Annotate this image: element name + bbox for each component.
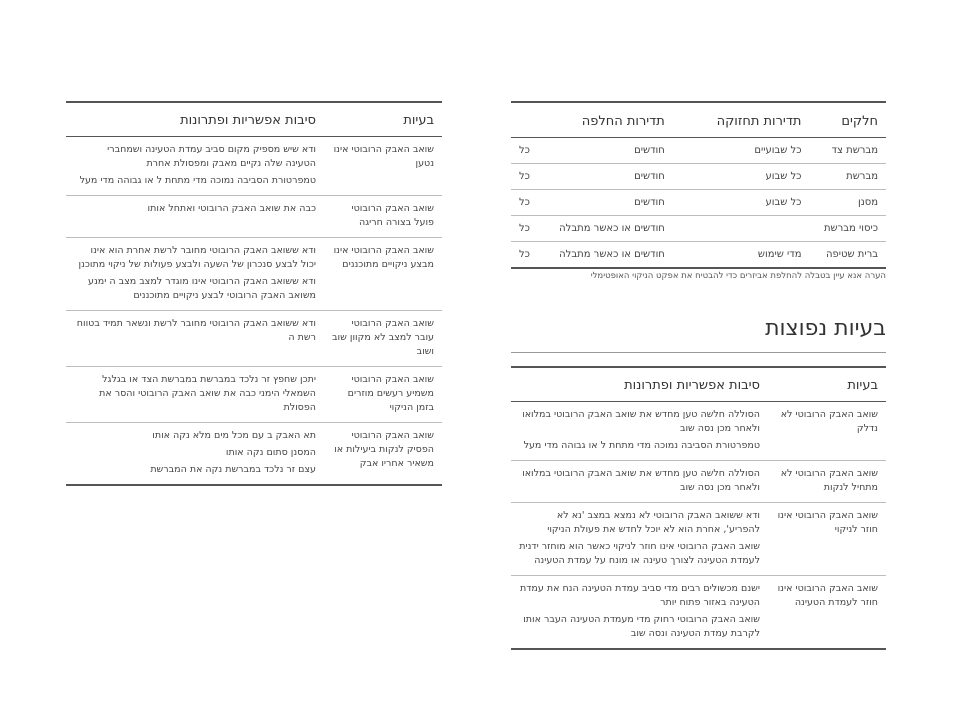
table-header-row — [66, 102, 442, 137]
solutions — [66, 137, 324, 196]
replacement-frequency — [511, 216, 673, 242]
troubleshooting-table-continued — [66, 101, 442, 486]
part-name: מסנן — [809, 190, 886, 216]
solution-text: ודא ששואב האבק הרובוטי מחובר לרשת אחרת הוא אינו יכול לבצע סנכרון של השעה ולבצע פעולות של ניקוי מתוכנן — [78, 245, 316, 270]
solutions — [66, 367, 324, 423]
part-name: מברשת — [809, 164, 886, 190]
replacement-frequency — [511, 190, 673, 216]
replacement-text: חודשים — [634, 197, 665, 208]
header-problems: בעיות — [847, 377, 878, 393]
solution-text: ודא ששואב האבק הרובוטי לא נמצא במצב 'נא לא להפריע', אחרת הוא לא יוכל לחדש את פעולת הניקוי — [547, 510, 760, 535]
replacement-text: חודשים או כאשר מתבלה — [559, 249, 665, 260]
table-row — [511, 402, 886, 461]
table-row — [66, 196, 442, 238]
solution-text: ודא ששואב האבק הרובוטי מחובר לרשת ונשאר תמיד בטווח רשת ה — [76, 318, 316, 343]
section-title: בעיות נפוצות — [765, 316, 886, 341]
parts-table-note: הערה אנא עיין בטבלה להחלפת אביזרים כדי להבטיח את אפקט הניקוי האופטימלי — [590, 271, 886, 281]
replacement-text: חודשים או כאשר מתבלה — [559, 223, 665, 234]
table-row — [66, 367, 442, 423]
table-row — [511, 242, 886, 269]
table-row — [511, 216, 886, 242]
solution-text: ודא שיש מספיק מקום סביב עמדת הטעינה ושמחברי הטעינה שלה נקיים מאבק ומפסולת אחרת — [107, 144, 316, 169]
replacement-frequency — [511, 138, 673, 164]
maintenance-frequency: מדי שימוש — [673, 242, 810, 269]
replacement-prefix: כל — [519, 197, 530, 208]
solution-text: הסוללה חלשה טען מחדש את שואב האבק הרובוטי במלואו ולאחר מכן נסה שוב — [522, 409, 760, 434]
replacement-text: חודשים — [634, 171, 665, 182]
problem: שואב האבק הרובוטי אינו חוזר לעמדת הטעינה — [768, 576, 886, 650]
solution-text: תא האבק ב עם מכל מים מלא נקה אותו — [152, 430, 316, 441]
part-name: כיסוי מברשת — [809, 216, 886, 242]
replacement-prefix: כל — [519, 249, 530, 260]
problem: שואב האבק הרובוטי לא מתחיל לנקות — [768, 461, 886, 503]
table-header-row — [511, 102, 886, 138]
solutions — [66, 311, 324, 367]
table-row — [511, 190, 886, 216]
table-row — [66, 311, 442, 367]
solution-text: המסנן סתום נקה אותו — [225, 447, 316, 458]
problem: שואב האבק הרובוטי אינו חוזר לניקוי — [768, 503, 886, 576]
solution-text: עצם זר נלכד במברשת נקה את המברשת — [150, 464, 316, 475]
problem: שואב האבק הרובוטי פועל בצורה חריגה — [324, 196, 442, 238]
problem: שואב האבק הרובוטי אינו מבצע ניקויים מתוכננים — [324, 238, 442, 311]
solutions — [511, 461, 768, 503]
solution-text: ודא ששואב האבק הרובוטי אינו מוגדר למצב מצב ה ימנע משואב האבק הרובוטי לבצע ניקויים מתוכננים — [88, 276, 316, 301]
solutions — [66, 196, 324, 238]
replacement-prefix: כל — [519, 223, 530, 234]
solutions — [511, 576, 768, 650]
solution-text: שואב האבק הרובוטי אינו חוזר לניקוי כאשר הוא מוחזר ידנית לעמדת הטעינה לצורך טעינה או מונח על עמדת הטעינה — [519, 541, 760, 566]
solution-text: טמפרטורת הסביבה נמוכה מדי מתחת ל או גבוהה מדי מעל — [523, 440, 760, 451]
table-header-row — [511, 367, 886, 402]
solutions — [66, 238, 324, 311]
table-row — [511, 576, 886, 650]
problem: שואב האבק הרובוטי משמיע רעשים מוזרים בזמן הניקוי — [324, 367, 442, 423]
replacement-prefix: כל — [519, 145, 530, 156]
problem: שואב האבק הרובוטי אינו נטען — [324, 137, 442, 196]
maintenance-frequency: כל שבועיים — [673, 138, 810, 164]
header-causes-solutions: סיבות אפשריות ופתרונות — [624, 377, 760, 393]
problem: שואב האבק הרובוטי הפסיק לנקות ביעילות או משאיר אחריו אבק — [324, 423, 442, 486]
table-row — [66, 423, 442, 486]
header-replacement-frequency: תדירות החלפה — [581, 113, 665, 129]
header-maintenance-frequency: תדירות תחזוקה — [716, 113, 802, 129]
problem: שואב האבק הרובוטי לא נדלק — [768, 402, 886, 461]
solutions — [66, 423, 324, 486]
section-divider — [511, 352, 886, 353]
replacement-frequency — [511, 242, 673, 269]
troubleshooting-table — [511, 366, 886, 650]
table-row — [511, 164, 886, 190]
replacement-text: חודשים — [634, 145, 665, 156]
parts-maintenance-table — [511, 101, 886, 269]
table-row — [511, 461, 886, 503]
maintenance-frequency: כל שבוע — [673, 190, 810, 216]
table-row — [511, 138, 886, 164]
solution-text: ישנם מכשולים רבים מדי סביב עמדת הטעינה הנח את עמדת הטעינה באזור פתוח יותר — [519, 583, 760, 608]
solution-text: טמפרטורת הסביבה נמוכה מדי מתחת ל או גבוהה מדי מעל — [79, 175, 316, 186]
maintenance-frequency — [673, 216, 810, 242]
right-page — [477, 0, 954, 727]
header-causes-solutions: סיבות אפשריות ופתרונות — [180, 112, 316, 128]
solutions — [511, 402, 768, 461]
solution-text: כבה את שואב האבק הרובוטי ואתחל אותו — [147, 203, 316, 214]
part-name: ברית שטיפה — [809, 242, 886, 269]
solution-text: שואב האבק הרובוטי רחוק מדי מעמדת הטעינה העבר אותו לקרבת עמדת הטעינה ונסה שוב — [523, 614, 760, 639]
solutions — [511, 503, 768, 576]
header-problems: בעיות — [403, 112, 434, 128]
maintenance-frequency: כל שבוע — [673, 164, 810, 190]
header-parts: חלקים — [841, 113, 878, 129]
table-row — [66, 137, 442, 196]
solution-text: הסוללה חלשה טען מחדש את שואב האבק הרובוטי במלואו ולאחר מכן נסה שוב — [522, 468, 760, 493]
part-name: מברשת צד — [809, 138, 886, 164]
replacement-prefix: כל — [519, 171, 530, 182]
replacement-frequency — [511, 164, 673, 190]
problem: שואב האבק הרובוטי עובר למצב לא מקוון שוב ושוב — [324, 311, 442, 367]
table-row — [511, 503, 886, 576]
table-row — [66, 238, 442, 311]
solution-text: יתכן שחפץ זר נלכד במברשת במברשת הצד או בגלגל השמאלי הימני כבה את שואב האבק הרובוטי והסר את הפסולת — [99, 374, 316, 413]
